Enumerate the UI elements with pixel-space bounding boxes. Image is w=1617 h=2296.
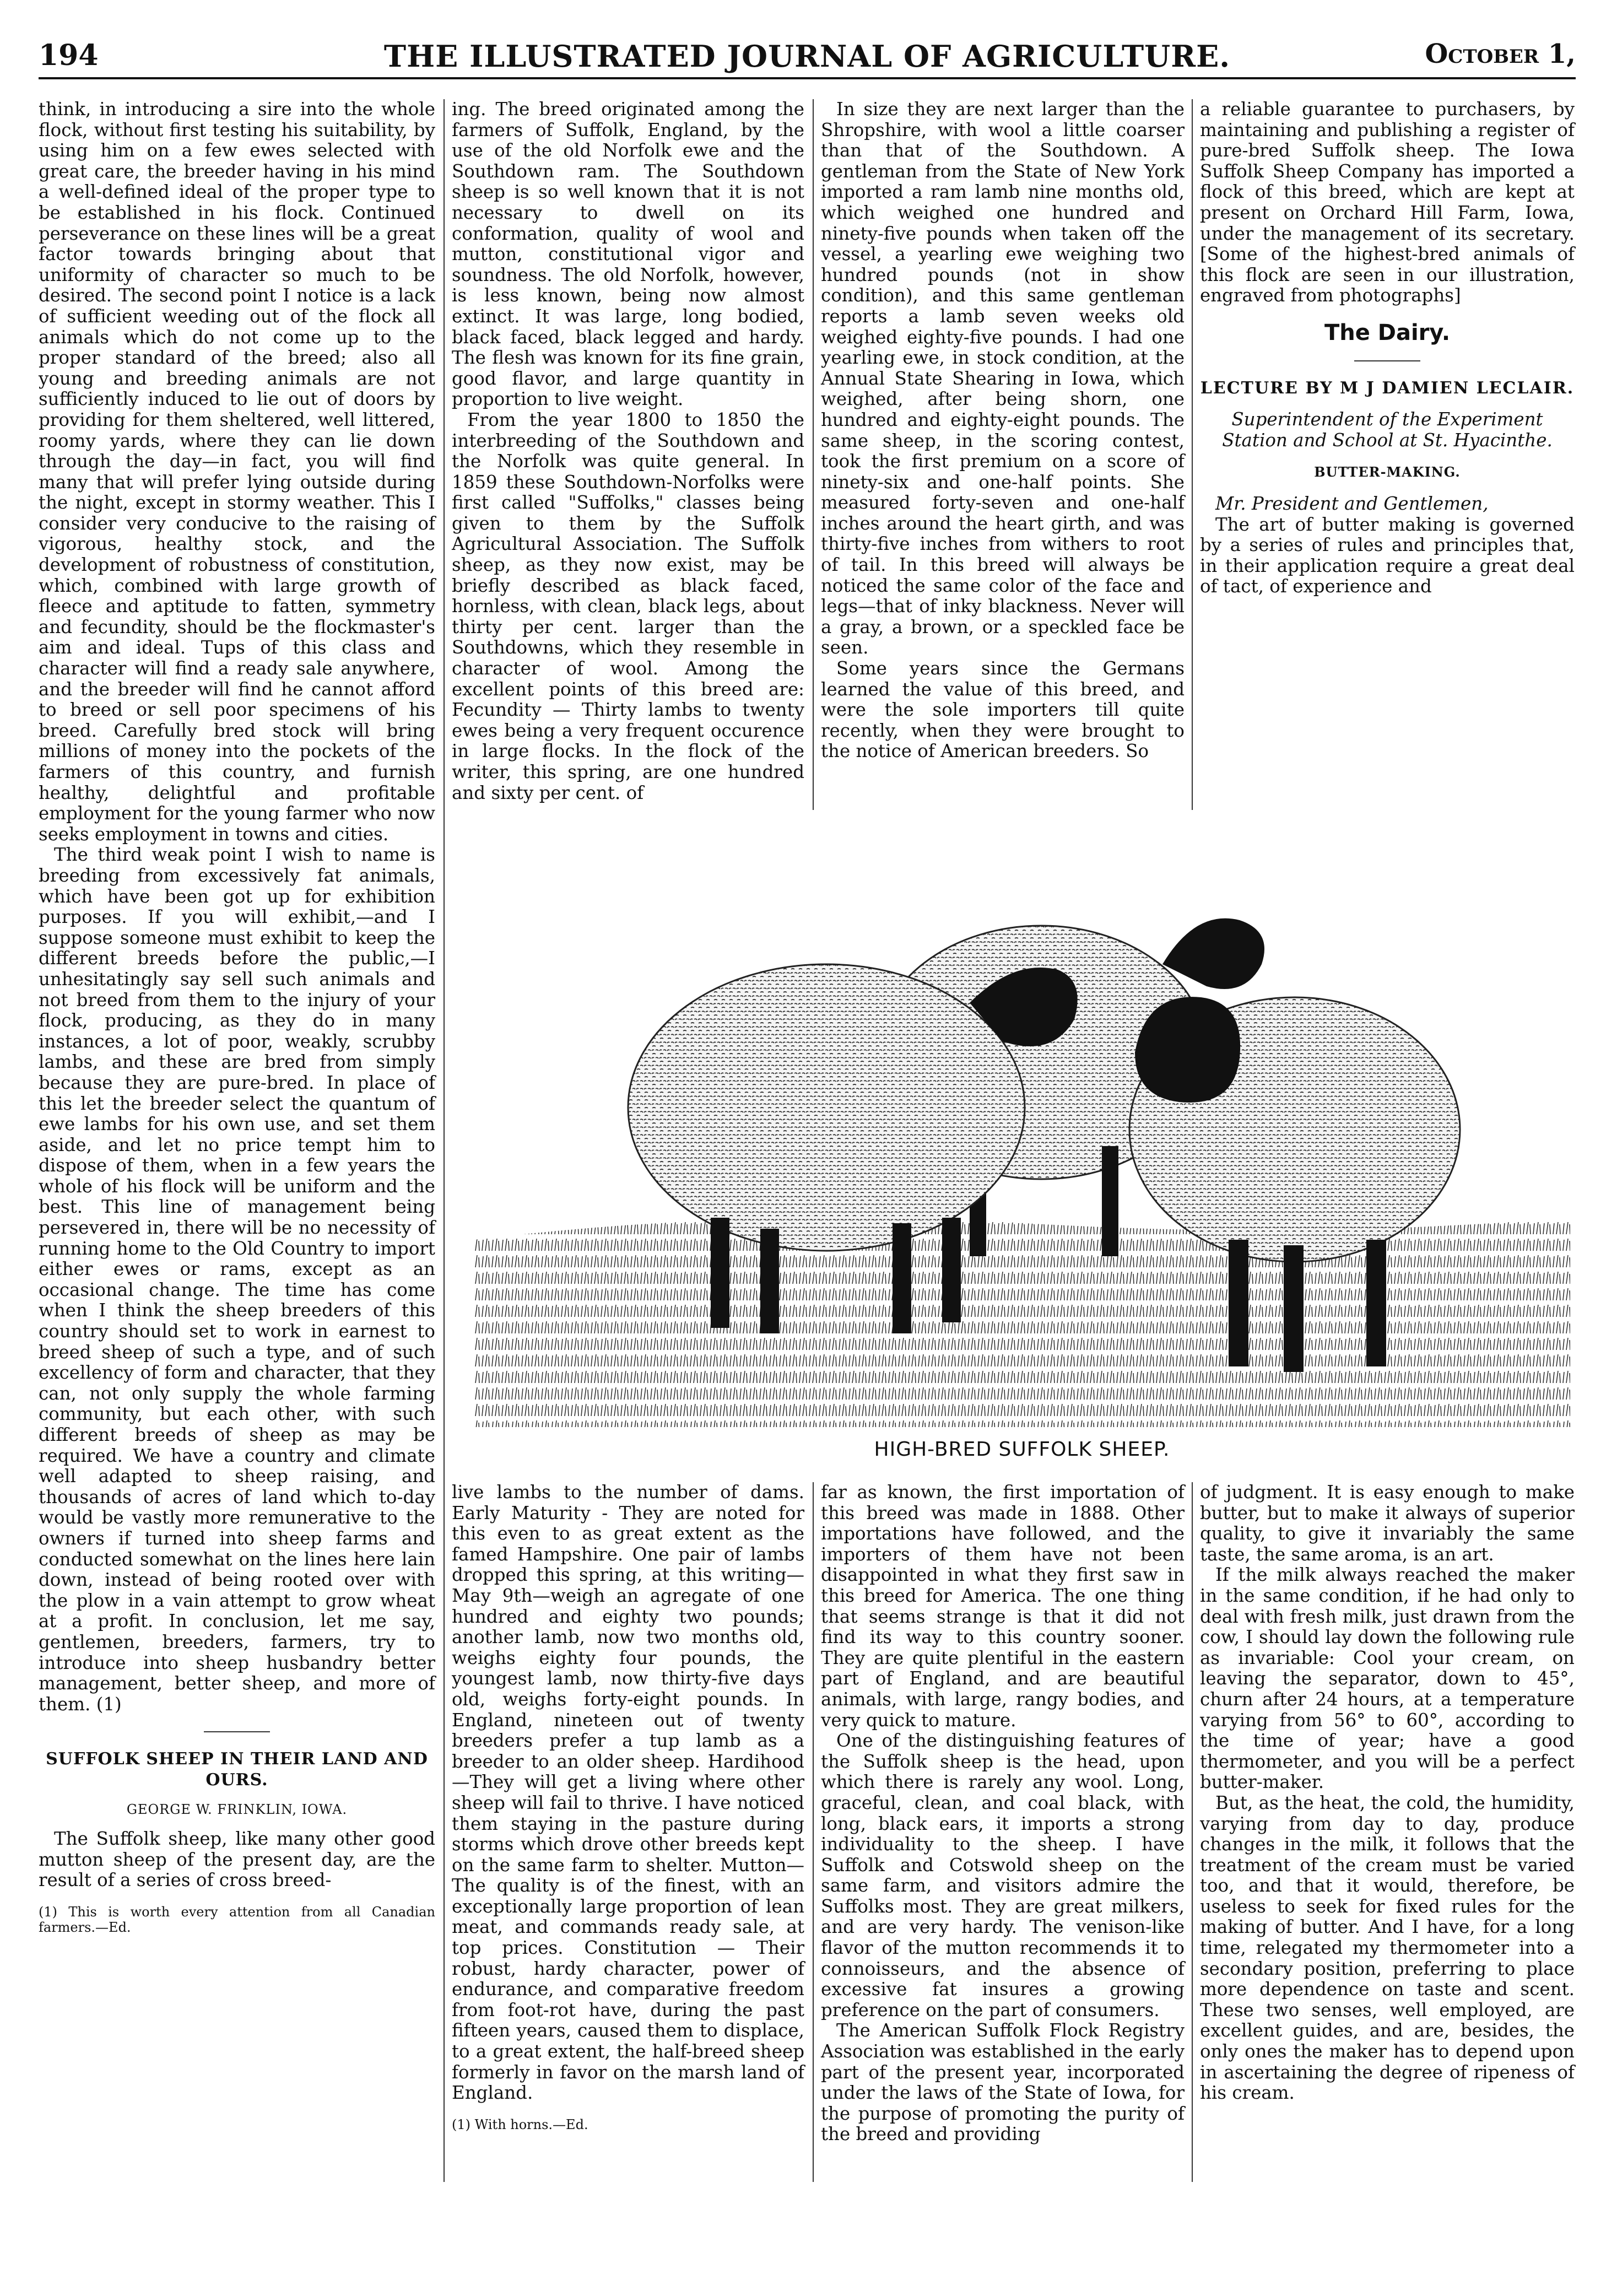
col2-top-paragraph-1: ing. The breed originated among the farmers of Suffolk, England, by the use of the old Norfolk ewe and the Southdown ram. The Southdown sheep is so well known that it is not necessary to dwell on its conformation, quality of wool and mutton, constitutional vigor and soundness. The old Norfolk, however, is less known, being now almost extinct. It was large, long bodied, black faced, black legged and hardy. The flesh was known for its fine grain, good flavor, and large quantity in proportion to live weight. <box>452 99 804 410</box>
col4-top-paragraph-2: The art of butter making is governed by a series of rules and principles that, in their application require a great deal of tact, of experience and <box>1200 514 1575 597</box>
column-3-bottom <box>821 1482 1185 2145</box>
column-2-top <box>452 99 804 803</box>
col1-paragraph-2: The third weak point I wish to name is breeding from excessively fat animals, which have been got up for exhibition purposes. If you will exhibit,—and I suppose someone must exhibit to keep the different breeds before the public,—I unhesitatingly say sell such animals and not breed from them to the injury of your flock, producing, as they do in many instances, a lot of poor, weakly, scrubby lambs, and these are bred from simply because they are pure-bred. In place of this let the breeder select the quantum of ewe lambs for his own use, and set them aside, and let no price tempt him to dispose of them, when in a few years the whole of his flock will be uniform and the best. This line of management being persevered in, there will be no necessity of running home to the Old Country to import either ewes or rams, except as an occasional change. The time has come when I think the sheep breeders of this country should set to work in earnest to breed sheep of such a type, and of such excellency of form and character, that they can, not only supply the whole farming community, but each other, with such different breeds of sheep as may be required. We have a country and climate well adapted to sheep raising, and thousands of acres of land which to-day would be vastly more remunerative to the owners if turned into sheep farms and conducted somewhat on the lines here lain down, instead of being rooted over with the plow in a vain attempt to grow wheat at a profit. In conclusion, let me say, gentlemen, breeders, farmers, try to introduce into sheep husbandry better management, better sheep, and more of them. (1) <box>39 844 435 1715</box>
col4-bottom-paragraph-3: But, as the heat, the cold, the humidity, varying from day to day, produce changes in the milk, it follows that the treatment of the cream must be varied too, and that it would, therefore, be useless to seek for fixed rules for the making of butter. And I have, for a long time, relegated my thermometer into a secondary position, preferring to place more dependence on taste and scent. These two senses, well employed, are excellent guides, and are, besides, the only ones the maker has to depend upon in ascertaining the degree of ripeness of his cream. <box>1200 1792 1575 2104</box>
column-divider <box>444 99 445 2182</box>
illustration-caption: HIGH-BRED SUFFOLK SHEEP. <box>874 1438 1170 1461</box>
column-4-bottom <box>1200 1482 1575 2104</box>
lecture-heading: LECTURE BY M J DAMIEN LECLAIR. <box>1200 378 1575 398</box>
col4-bottom-paragraph-2: If the milk always reached the maker in the same condition, if he had only to deal with fresh milk, just drawn from the cow, I should lay down the following rule as invariable: Cool your cream, on leaving the separator, down to 45°, churn after 24 hours, at a temperature varying from 56° to 60°, according to the time of year; have a good thermometer, and you will be a perfect butter-maker. <box>1200 1564 1575 1793</box>
col3-bottom-paragraph-2: One of the distinguishing features of the Suffolk sheep is the head, upon which there is rarely any wool. Long, graceful, clean, and coal black, with long, black ears, it imports a strong individuality to the sheep. I have Suffolk and Cotswold sheep on the same farm, and visitors admire the Suffolks most. They are great milkers, and are very hardy. The venison-like flavor of the mutton recommends it to connoisseurs, and the absence of excessive fat insures a growing preference on the part of consumers. <box>821 1730 1185 2021</box>
page-header <box>39 39 1576 83</box>
sheep-illustration <box>474 821 1570 1427</box>
column-2-bottom <box>452 1482 804 2132</box>
journal-title: THE ILLUSTRATED JOURNAL OF AGRICULTURE. <box>383 39 1231 74</box>
sheep-engraving <box>474 821 1570 1427</box>
column-divider <box>1192 1482 1193 2182</box>
col3-top-paragraph-1: In size they are next larger than the Shropshire, with wool a little coarser than that of the Southdown. A gentleman from the State of New York imported a ram lamb nine months old, which weighed one hundred and ninety-five pounds when taken off the vessel, a yearling ewe weighing two hundred pounds (not in show condition), and this same gentleman reports a lamb seven weeks old weighed eighty-five pounds. I had one yearling ewe, in stock condition, at the Annual State Shearing in Iowa, which weighed, after being shorn, one hundred and eighty-eight pounds. The same sheep, in the scoring contest, took the first premium on a score of ninety-six and one-half points. She measured forty-seven and one-half inches around the heart girth, and was thirty-five inches from withers to root of tail. In this breed will always be noticed the same color of the face and legs—that of inky blackness. Never will a gray, a brown, or a speckled face be seen. <box>821 99 1185 658</box>
column-divider <box>813 1482 814 2182</box>
byline: GEORGE W. FRINKLIN, IOWA. <box>126 1801 348 1817</box>
grass-ground <box>474 1218 1570 1427</box>
butter-making-heading: BUTTER-MAKING. <box>1314 464 1461 480</box>
col3-bottom-paragraph-1: far as known, the first importation of this breed was made in 1888. Other importations have followed, and the importers of them have not been disappointed in what they first saw in this breed for America. The one thing that seems strange is that it did not find its way to this country sooner. They are quite plentiful in the eastern part of England, and are beautiful animals, with large, rangy bodies, and very quick to mature. <box>821 1482 1185 1731</box>
col2-bottom-paragraph-1: live lambs to the number of dams. Early Maturity - They are noted for this even to as great extent as the famed Hampshire. One pair of lambs dropped this spring, at this writing—May 9th—weigh an agregate of one hundred and eighty two pounds; another lamb, now two months old, weighs eighty four pounds, the youngest lamb, now thirty-five days old, weighs forty-eight pounds. In England, nineteen out of twenty breeders prefer a tup lamb as a breeder to an older sheep. Hardihood—They will get a living where other sheep will fail to thrive. I have noticed them staying in the pasture during storms which drove other breeds kept on the same farm to shelter. Mutton—The quality is of the finest, with an exceptionally large proportion of lean meat, and commands ready sale, at top prices. Constitution — Their robust, hardy character, power of endurance, and comparative freedom from foot-rot have, during the past fifteen years, caused them to displace, to a great extent, the half-breed sheep formerly in favor on the marsh land of England. <box>452 1482 804 2104</box>
column-divider <box>813 99 814 810</box>
page-number: 194 <box>39 39 99 72</box>
column-divider <box>1192 99 1193 810</box>
footnote-2: (1) With horns.—Ed. <box>452 2116 588 2132</box>
col2-top-paragraph-2: From the year 1800 to 1850 the interbreeding of the Southdown and the Norfolk was quite general. In 1859 these Southdown-Norfolks were first called "Suffolks," classes being given to them by the Suffolk Agricultural Association. The Suffolk sheep, as they now exist, may be briefly described as black faced, hornless, with clean, black legs, about thirty per cent. larger than the Southdowns, which they resemble in character of wool. Among the excellent points of this breed are: Fecundity — Thirty lambs to twenty ewes being a very frequent occurence in large flocks. In the flock of the writer, this spring, are one hundred and sixty per cent. of <box>452 409 804 803</box>
col3-bottom-paragraph-3: The American Suffolk Flock Registry Association was established in the early part of the present year, incorporated under the laws of the State of Iowa, for the purpose of promoting the purity of the breed and providing <box>821 2020 1185 2145</box>
dairy-section-title: The Dairy. <box>1324 320 1451 345</box>
issue-date: October 1, <box>1425 39 1576 69</box>
dairy-divider <box>1354 360 1420 361</box>
section-divider <box>204 1731 270 1732</box>
header-rule <box>39 77 1576 79</box>
lecturer-title: Superintendent of the Experiment Station and School at St. Hyacinthe. <box>1222 409 1553 451</box>
column-4-top <box>1200 99 1575 597</box>
salutation: Mr. President and Gentlemen, <box>1215 493 1489 514</box>
column-3-top <box>821 99 1185 762</box>
col4-bottom-paragraph-1: of judgment. It is easy enough to make butter, but to make it always of superior quality, to give it invariably the same taste, the same aroma, is an art. <box>1200 1482 1575 1565</box>
col3-top-paragraph-2: Some years since the Germans learned the value of this breed, and were the sole importers till quite recently, when they were brought to the notice of American breeders. So <box>821 658 1185 762</box>
footnote-1: (1) This is worth every attention from all Canadian farmers.—Ed. <box>39 1904 435 1935</box>
col4-top-paragraph-1: a reliable guarantee to purchasers, by maintaining and publishing a register of pure-bred Suffolk sheep. The Iowa Suffolk Sheep Company has imported a flock of this breed, which are kept at present on Orchard Hill Farm, Iowa, under the management of its secretary. [Some of the highest-bred animals of this flock are seen in our illustration, engraved from photographs] <box>1200 99 1575 306</box>
section-title-suffolk: SUFFOLK SHEEP IN THEIR LAND AND OURS. <box>46 1749 428 1790</box>
col1-paragraph-3: The Suffolk sheep, like many other good mutton sheep of the present day, are the result of a series of cross breed- <box>39 1828 435 1891</box>
col1-paragraph-1: think, in introducing a sire into the whole flock, without first testing his suitability, by using him on a few ewes selected with great care, the breeder having in his mind a well-defined ideal of the proper type to be established in his flock. Continued perseverance on these lines will be a great factor towards bringing about that uniformity of character so much to be desired. The second point I notice is a lack of sufficient weeding out of the flock all animals which do not come up to the proper standard of the breed; also all young and breeding animals are not sufficiently induced to lie out of doors by providing for them sheltered, well littered, roomy yards, where they can lie down through the day—in fact, you will find many that will prefer lying outside during the night, except in stormy weather. This I consider very conducive to the raising of vigorous, healthy stock, and the development of robustness of constitution, which, combined with large growth of fleece and aptitude to fatten, symmetry and fecundity, should be the flockmaster's aim and ideal. Tups of this class and character will find a ready sale anywhere, and the breeder will find he cannot afford to breed or sell poor specimens of his breed. Carefully bred stock will bring millions of money into the pockets of the farmers of this country, and furnish healthy, delightful and profitable employment for the young farmer who now seeks employment in towns and cities. <box>39 99 435 845</box>
column-1 <box>39 99 435 1935</box>
